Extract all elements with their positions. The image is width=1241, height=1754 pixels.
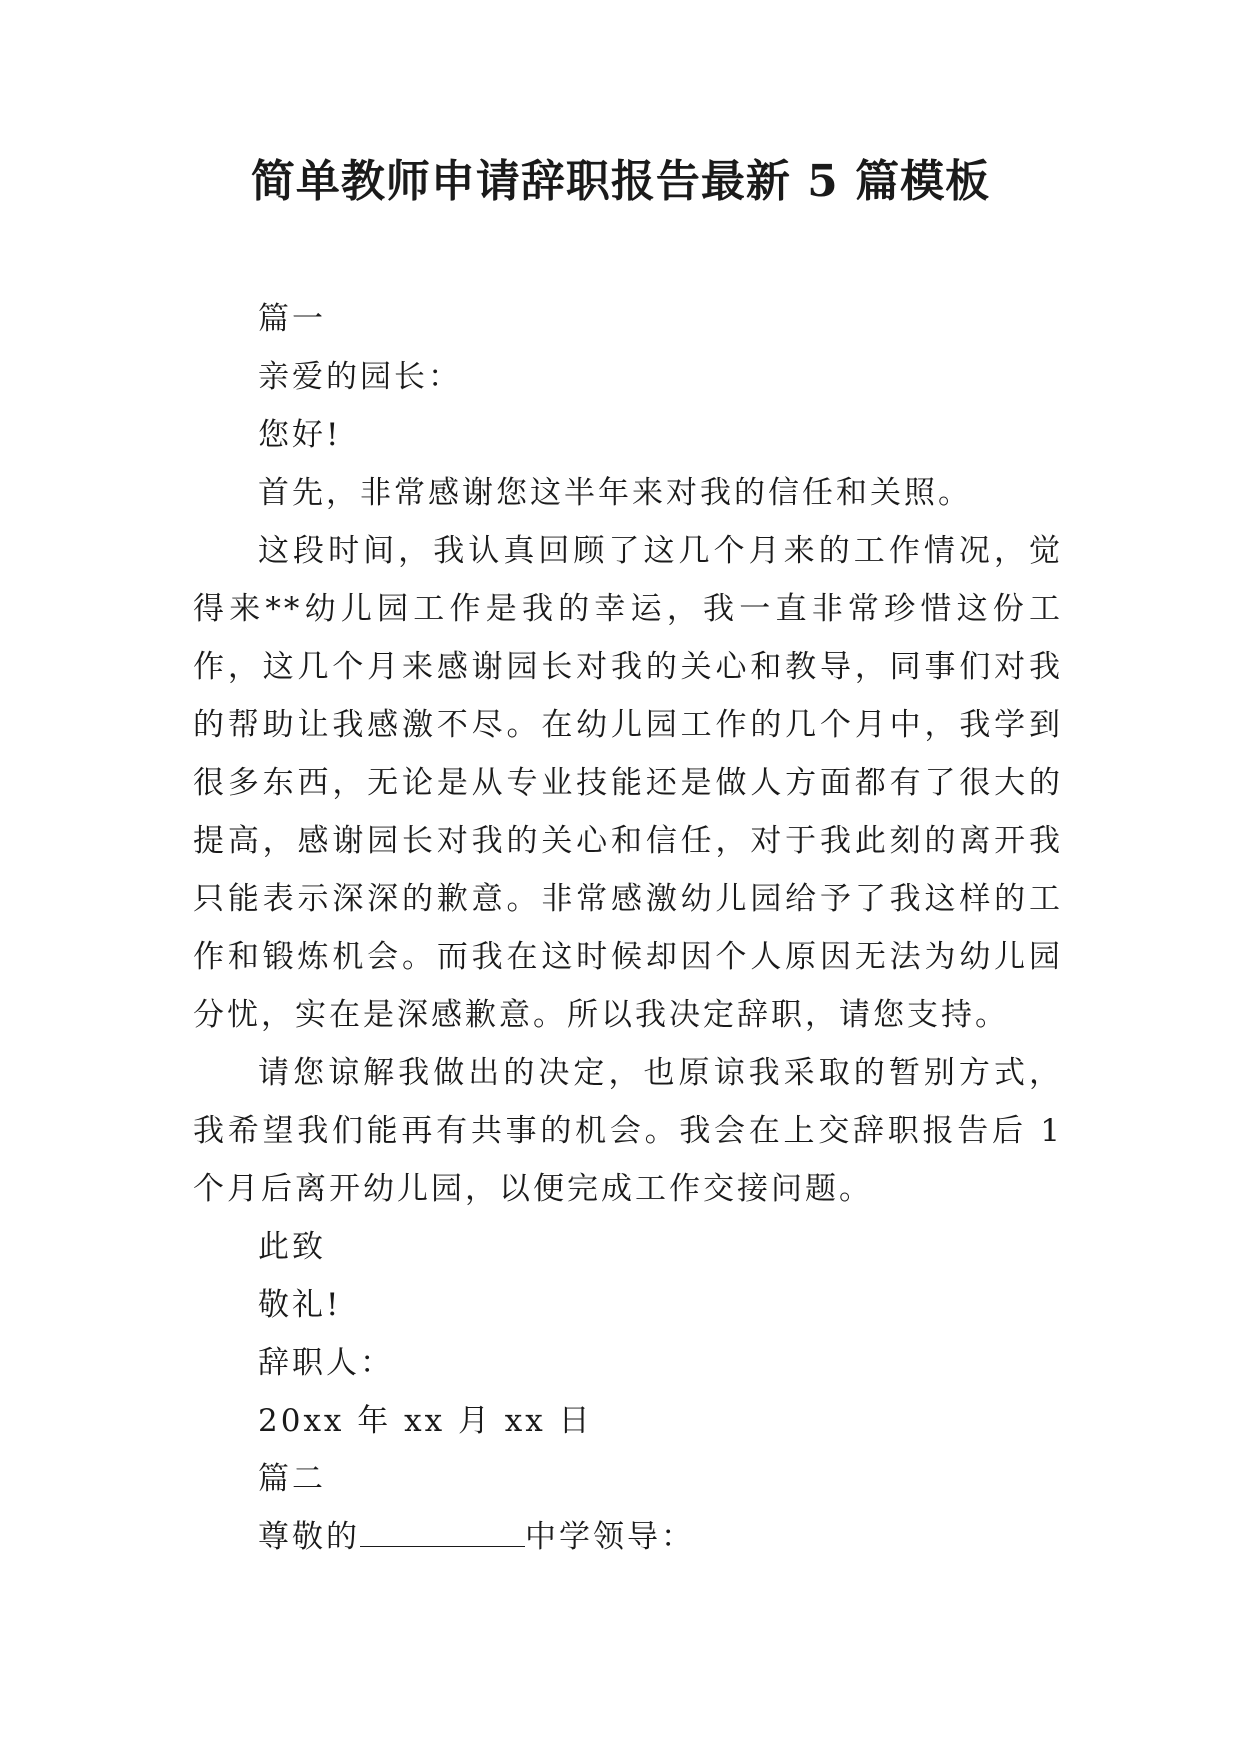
greeting: 您好!: [258, 417, 342, 453]
salutation-suffix: 中学领导：: [525, 1519, 695, 1555]
salutation-prefix: 尊敬的: [258, 1519, 360, 1555]
closing-phrase: 此致: [258, 1229, 326, 1265]
document-title: 简单教师申请辞职报告最新 5 篇模板: [250, 156, 991, 207]
body-paragraph: 请您谅解我做出的决定，也原谅我采取的暂别方式，我希望我们能再有共事的机会。我会在上交辞职报告后 1 个月后离开幼儿园，以便完成工作交接问题。: [193, 1055, 1063, 1207]
signature-line: 辞职人：: [258, 1345, 394, 1381]
section-heading-2: 篇二: [258, 1461, 326, 1497]
document-body: [193, 290, 1063, 1566]
closing-salute: 敬礼!: [258, 1287, 342, 1323]
section-heading-1: 篇一: [258, 301, 326, 337]
salutation-2: [193, 1508, 1063, 1566]
salutation: 亲爱的园长：: [258, 359, 462, 395]
body-paragraph: 这段时间，我认真回顾了这几个月来的工作情况，觉得来**幼儿园工作是我的幸运，我一直非常珍惜这份工作，这几个月来感谢园长对我的关心和教导，同事们对我的帮助让我感激不尽。在幼儿园工作的几个月中，我学到很多东西，无论是从专业技能还是做人方面都有了很大的提高，感谢园长对我的关心和信任，对于我此刻的离开我只能表示深深的歉意。非常感激幼儿园给予了我这样的工作和锻炼机会。而我在这时候却因个人原因无法为幼儿园分忧，实在是深感歉意。所以我决定辞职，请您支持。: [193, 533, 1063, 1033]
body-paragraph: 首先，非常感谢您这半年来对我的信任和关照。: [258, 475, 972, 511]
date-line: 20xx 年 xx 月 xx 日: [258, 1403, 593, 1439]
fill-in-blank: [360, 1516, 525, 1547]
